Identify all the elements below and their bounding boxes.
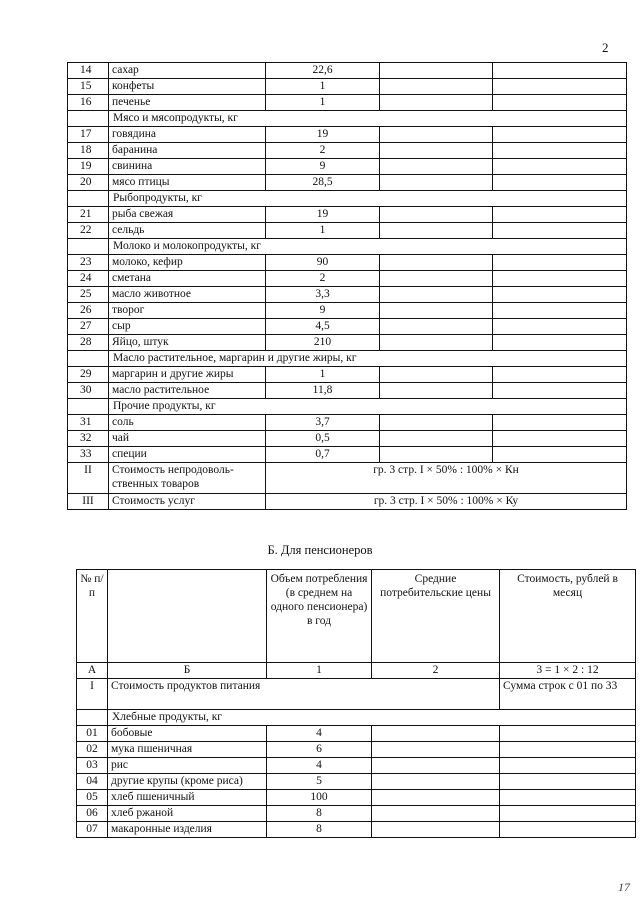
header-cost: Стоимость, рублей в месяц (500, 570, 636, 663)
cost-cell (493, 431, 627, 447)
price-cell (380, 287, 493, 303)
row-number: II (68, 463, 109, 494)
consumption-value: 28,5 (266, 175, 380, 191)
product-name: рис (108, 758, 267, 774)
formula-row (68, 463, 627, 494)
group-label: Масло растительное, маргарин и другие жиры, кг (109, 351, 627, 367)
price-cell (372, 790, 500, 806)
cost-cell (493, 271, 627, 287)
consumption-table-continued (67, 62, 627, 510)
price-cell (380, 367, 493, 383)
product-name: сметана (109, 271, 266, 287)
table-row (68, 63, 627, 79)
row-number: 27 (68, 319, 109, 335)
table-row (68, 335, 627, 351)
cost-cell (500, 742, 636, 758)
table-row (68, 143, 627, 159)
price-cell (380, 143, 493, 159)
consumption-value: 6 (267, 742, 372, 758)
consumption-value: 1 (266, 223, 380, 239)
row-number: 23 (68, 255, 109, 271)
row-number: 29 (68, 367, 109, 383)
formula-text: гр. 3 стр. I × 50% : 100% × Кн (266, 463, 627, 494)
cost-cell (493, 367, 627, 383)
row-number: 22 (68, 223, 109, 239)
group-row (68, 191, 627, 207)
group-row (68, 239, 627, 255)
table-row (68, 383, 627, 399)
product-name: сахар (109, 63, 266, 79)
cost-cell (493, 303, 627, 319)
consumption-value: 19 (266, 127, 380, 143)
index-name: Б (108, 663, 267, 679)
price-cell (380, 415, 493, 431)
row-number: 02 (77, 742, 108, 758)
price-cell (380, 63, 493, 79)
product-name: творог (109, 303, 266, 319)
table-row (77, 742, 636, 758)
product-name: маргарин и другие жиры (109, 367, 266, 383)
cost-cell (500, 726, 636, 742)
price-cell (380, 159, 493, 175)
consumption-value: 8 (267, 822, 372, 838)
header-row (77, 570, 636, 663)
price-cell (380, 335, 493, 351)
table-row (68, 207, 627, 223)
table-row (68, 95, 627, 111)
group-row (68, 399, 627, 415)
price-cell (372, 742, 500, 758)
row-number: 16 (68, 95, 109, 111)
price-cell (380, 271, 493, 287)
product-name: соль (109, 415, 266, 431)
row-number: 03 (77, 758, 108, 774)
consumption-value: 0,5 (266, 431, 380, 447)
consumption-value: 1 (266, 95, 380, 111)
consumption-value: 3,7 (266, 415, 380, 431)
row-number: 18 (68, 143, 109, 159)
row-i-name: Стоимость продуктов питания (108, 679, 500, 710)
product-name: макаронные изделия (108, 822, 267, 838)
row-number: 14 (68, 63, 109, 79)
group-row (77, 710, 636, 726)
pensioners-table (76, 569, 636, 838)
consumption-value: 1 (266, 79, 380, 95)
table-row (68, 367, 627, 383)
consumption-value: 1 (266, 367, 380, 383)
row-number: 17 (68, 127, 109, 143)
header-number: № п/п (77, 570, 108, 663)
table-row (68, 319, 627, 335)
product-name: другие крупы (кроме риса) (108, 774, 267, 790)
product-name: специи (109, 447, 266, 463)
page-number: 2 (602, 40, 609, 55)
consumption-value: 9 (266, 303, 380, 319)
price-cell (380, 383, 493, 399)
consumption-value: 2 (266, 143, 380, 159)
index-prices: 2 (372, 663, 500, 679)
group-label: Хлебные продукты, кг (108, 710, 636, 726)
group-label: Рыбопродукты, кг (109, 191, 627, 207)
product-name: масло растительное (109, 383, 266, 399)
group-no (68, 399, 109, 415)
product-name: Яйцо, штук (109, 335, 266, 351)
consumption-value: 100 (267, 790, 372, 806)
row-number: 33 (68, 447, 109, 463)
group-label: Молоко и молокопродукты, кг (109, 239, 627, 255)
consumption-value: 4 (267, 758, 372, 774)
consumption-value: 2 (266, 271, 380, 287)
handwritten-page-mark: 17 (618, 880, 630, 894)
consumption-value: 4,5 (266, 319, 380, 335)
index-cost: 3 = 1 × 2 : 12 (500, 663, 636, 679)
cost-cell (500, 758, 636, 774)
consumption-value: 0,7 (266, 447, 380, 463)
row-number: 28 (68, 335, 109, 351)
cost-cell (493, 207, 627, 223)
group-label: Прочие продукты, кг (109, 399, 627, 415)
cost-cell (500, 790, 636, 806)
product-name: сельдь (109, 223, 266, 239)
price-cell (380, 207, 493, 223)
price-cell (380, 303, 493, 319)
cost-cell (493, 447, 627, 463)
price-cell (372, 806, 500, 822)
product-name: сыр (109, 319, 266, 335)
group-row (68, 111, 627, 127)
price-cell (380, 175, 493, 191)
row-number: 07 (77, 822, 108, 838)
row-food-cost (77, 679, 636, 710)
table-row (77, 774, 636, 790)
table-row (68, 159, 627, 175)
consumption-value: 5 (267, 774, 372, 790)
price-cell (380, 127, 493, 143)
price-cell (380, 255, 493, 271)
group-no (68, 239, 109, 255)
table-row (68, 175, 627, 191)
row-number: 24 (68, 271, 109, 287)
cost-cell (493, 79, 627, 95)
price-cell (380, 447, 493, 463)
row-number: 19 (68, 159, 109, 175)
cost-cell (493, 63, 627, 79)
price-cell (380, 95, 493, 111)
consumption-value: 4 (267, 726, 372, 742)
section-title-pensioners: Б. Для пенсионеров (267, 543, 373, 557)
row-number: 05 (77, 790, 108, 806)
cost-cell (493, 287, 627, 303)
group-no (68, 191, 109, 207)
table-row (68, 127, 627, 143)
cost-cell (493, 223, 627, 239)
table-row (68, 303, 627, 319)
row-number: 26 (68, 303, 109, 319)
price-cell (380, 431, 493, 447)
index-no: А (77, 663, 108, 679)
consumption-value: 90 (266, 255, 380, 271)
index-consumption: 1 (267, 663, 372, 679)
cost-cell (500, 822, 636, 838)
row-number: 04 (77, 774, 108, 790)
price-cell (372, 774, 500, 790)
product-name: говядина (109, 127, 266, 143)
price-cell (380, 79, 493, 95)
formula-row-name: Стоимость услуг (109, 494, 266, 510)
row-number: 20 (68, 175, 109, 191)
product-name: хлеб ржаной (108, 806, 267, 822)
cost-cell (500, 774, 636, 790)
row-i-no: I (77, 679, 108, 710)
header-name (108, 570, 267, 663)
cost-cell (500, 806, 636, 822)
product-name: печенье (109, 95, 266, 111)
product-name: баранина (109, 143, 266, 159)
group-no (68, 351, 109, 367)
row-number: III (68, 494, 109, 510)
product-name: чай (109, 431, 266, 447)
cost-cell (493, 143, 627, 159)
table-row (68, 255, 627, 271)
row-number: 06 (77, 806, 108, 822)
price-cell (372, 758, 500, 774)
price-cell (372, 726, 500, 742)
table-row (68, 415, 627, 431)
formula-text: гр. 3 стр. I × 50% : 100% × Ку (266, 494, 627, 510)
product-name: мука пшеничная (108, 742, 267, 758)
cost-cell (493, 175, 627, 191)
cost-cell (493, 255, 627, 271)
table-row (77, 726, 636, 742)
product-name: молоко, кефир (109, 255, 266, 271)
formula-row-name: Стоимость непродоволь-ственных товаров (109, 463, 266, 494)
cost-cell (493, 319, 627, 335)
row-number: 21 (68, 207, 109, 223)
table-row (77, 790, 636, 806)
product-name: рыба свежая (109, 207, 266, 223)
consumption-value: 210 (266, 335, 380, 351)
table-row (68, 271, 627, 287)
group-no (77, 710, 108, 726)
row-number: 31 (68, 415, 109, 431)
price-cell (380, 319, 493, 335)
cost-cell (493, 95, 627, 111)
cost-cell (493, 159, 627, 175)
product-name: бобовые (108, 726, 267, 742)
row-number: 30 (68, 383, 109, 399)
header-prices: Средние потребительские цены (372, 570, 500, 663)
consumption-value: 19 (266, 207, 380, 223)
product-name: свинина (109, 159, 266, 175)
table-row (68, 431, 627, 447)
group-no (68, 111, 109, 127)
consumption-value: 3,3 (266, 287, 380, 303)
cost-cell (493, 127, 627, 143)
table-row (68, 79, 627, 95)
index-row (77, 663, 636, 679)
table-row (68, 223, 627, 239)
row-i-cost: Сумма строк с 01 по 33 (500, 679, 636, 710)
price-cell (380, 223, 493, 239)
product-name: масло животное (109, 287, 266, 303)
formula-row (68, 494, 627, 510)
group-label: Мясо и мясопродукты, кг (109, 111, 627, 127)
price-cell (372, 822, 500, 838)
row-number: 25 (68, 287, 109, 303)
product-name: мясо птицы (109, 175, 266, 191)
cost-cell (493, 415, 627, 431)
product-name: конфеты (109, 79, 266, 95)
consumption-value: 11,8 (266, 383, 380, 399)
table-row (77, 806, 636, 822)
table-row (77, 758, 636, 774)
table-row (68, 287, 627, 303)
cost-cell (493, 383, 627, 399)
consumption-value: 8 (267, 806, 372, 822)
group-row (68, 351, 627, 367)
header-consumption: Объем потребления (в среднем на одного пенсионера) в год (267, 570, 372, 663)
table-row (68, 447, 627, 463)
product-name: хлеб пшеничный (108, 790, 267, 806)
consumption-value: 22,6 (266, 63, 380, 79)
consumption-value: 9 (266, 159, 380, 175)
cost-cell (493, 335, 627, 351)
row-number: 01 (77, 726, 108, 742)
row-number: 15 (68, 79, 109, 95)
row-number: 32 (68, 431, 109, 447)
table-row (77, 822, 636, 838)
